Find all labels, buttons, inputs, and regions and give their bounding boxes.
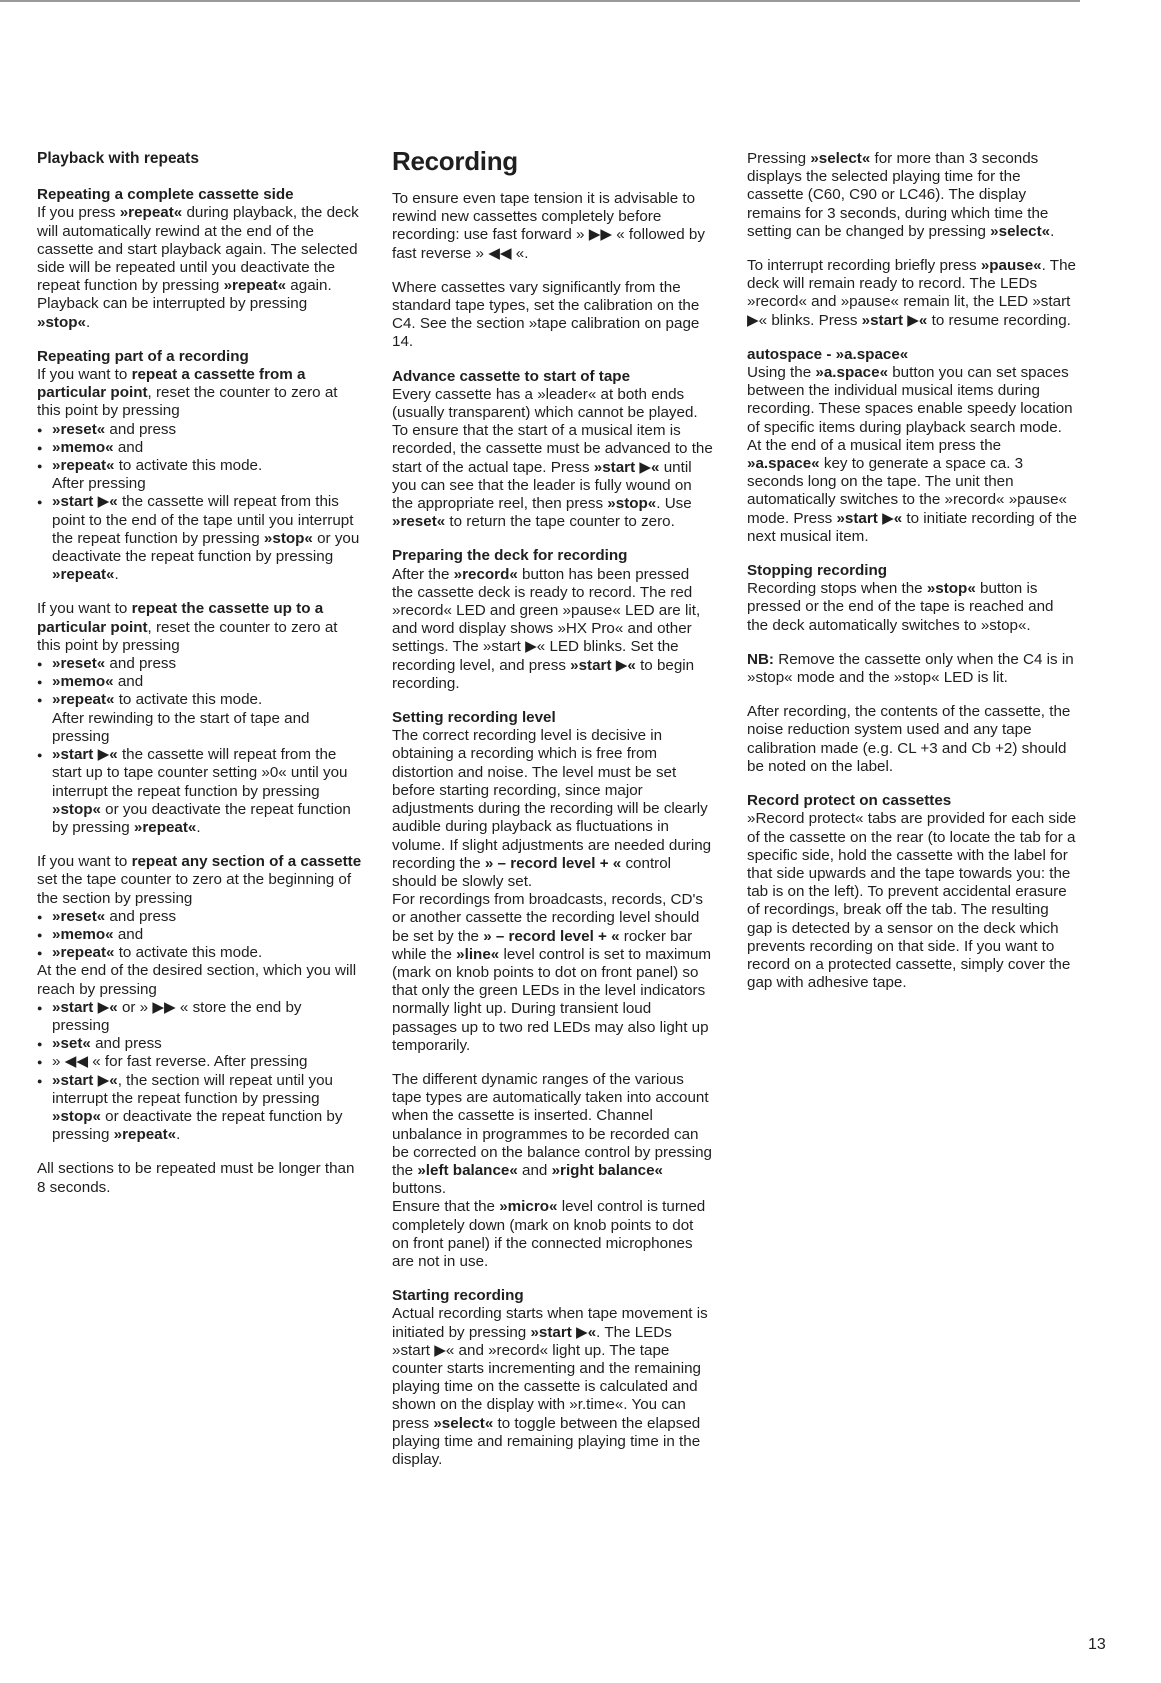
list-note: After rewinding to the start of tape and pressing — [52, 709, 310, 745]
column-recording — [392, 146, 714, 1485]
paragraph: All sections to be repeated must be longer than 8 seconds. — [37, 1160, 355, 1196]
list-item: ● »reset« and press — [37, 908, 362, 926]
list-item: ● »memo« and — [37, 439, 362, 457]
paragraph: Setting recording level The correct recording level is decisive in obtaining a recording which is free from distortion and noise. The level must be set before starting recording, since major adjustments during the recording will be clearly audible during playback as fluctuations in volume. If slight adjustments are needed during recording the » – record level + « control should be slowly set. — [392, 709, 714, 891]
list-item: ● »memo« and — [37, 926, 362, 944]
list-item: ● »repeat« to activate this mode. — [37, 691, 362, 709]
list-note: At the end of the desired section, which you will reach by pressing — [37, 962, 357, 998]
list-item: ● »start ▶« the cassette will repeat from this point to the end of the tape until you interrupt the repeat function by pressing »stop« or you deactivate the repeat function by pressing »repeat«. — [37, 493, 362, 584]
list-item: ● »start ▶« or » ▶▶ « store the end by pressing — [37, 999, 362, 1035]
subheading: Repeating part of a recording — [37, 347, 249, 365]
paragraph: If you want to repeat any section of a cassette set the tape counter to zero at the beginning of the section by pressing — [37, 853, 362, 907]
paragraph: After recording, the contents of the cassette, the noise reduction system used and any tape calibration made (e.g. CL +3 and Cb +2) should be noted on the label. — [747, 703, 1071, 775]
paragraph: Advance cassette to start of tape Every cassette has a »leader« at both ends (usually transparent) which cannot be played. To ensure that the start of a musical item is recorded, the cassette must be advanced to the start of the actual tape. Press »start ▶« until you can see that the leader is fully wound on the appropriate reel, then press »stop«. Use »reset« to return the tape counter to zero. — [392, 367, 713, 531]
list-item: ● »set« and press — [37, 1035, 362, 1053]
paragraph: Where cassettes vary significantly from the standard tape types, set the calibration on the C4. See the section »tape calibration on page 14. — [392, 278, 700, 351]
subheading: Advance cassette to start of tape — [392, 367, 631, 385]
paragraph: autospace - »a.space« Using the »a.space« button you can set spaces between the individual musical items during recording. These spaces enable speedy location of specific items during playback search mode. At the end of a musical item press the »a.space« key to generate a space ca. 3 seconds long on the tape. The unit then automatically switches to the »record« »pause« mode. Press »start ▶« to initiate recording of the next musical item. — [747, 345, 1077, 545]
subheading: Preparing the deck for recording — [392, 547, 628, 565]
paragraph: The different dynamic ranges of the various tape types are automatically taken into account when the cassette is inserted. Channel unbalance in programmes to be recorded can be corrected on the balance control by pressing the »left balance« and »right balance« buttons. — [392, 1070, 712, 1198]
list-item: ● »reset« and press — [37, 655, 362, 673]
subheading: Repeating a complete cassette side — [37, 186, 294, 204]
paragraph: To ensure even tape tension it is advisable to rewind new cassettes completely before recording: use fast forward » ▶▶ « followed by fast reverse » ◀◀ «. — [392, 190, 705, 262]
column-playback-repeats — [37, 150, 362, 1213]
paragraph: Stopping recording Recording stops when the »stop« button is pressed or the end of the tape is reached and the deck automatically switches to »stop«. — [747, 562, 1077, 635]
column-recording-continued — [747, 150, 1077, 1008]
list-note: After pressing — [52, 475, 146, 493]
paragraph: For recordings from broadcasts, records, CD's or another cassette the recording level should be set by the » – record level + « rocker bar while the »line« level control is set to maximum (mark on knob points to dot on front panel) so that only the green LEDs in the level indicators normally light up. During transient loud passages up to two red LEDs may also light up temporarily. — [392, 891, 712, 1054]
paragraph: NB: Remove the cassette only when the C4 is in »stop« mode and the »stop« LED is lit. — [747, 650, 1074, 687]
list-item: ● » ◀◀ « for fast reverse. After pressing — [37, 1053, 362, 1071]
nb-label: NB: — [747, 650, 774, 668]
subheading: Stopping recording — [747, 562, 888, 580]
subheading: Setting recording level — [392, 709, 556, 727]
list-item: ● »memo« and — [37, 673, 362, 691]
list-item: ● »start ▶«, the section will repeat until you interrupt the repeat function by pressing »stop« or deactivate the repeat function by pressing »repeat«. — [37, 1072, 362, 1145]
paragraph: To interrupt recording briefly press »pause«. The deck will remain ready to record. The LEDs »record« and »pause« remain lit, the LED »start ▶« blinks. Press »start ▶« to resume recording. — [747, 257, 1076, 329]
subheading: Starting recording — [392, 1287, 524, 1305]
paragraph: Repeating a complete cassette side If you press »repeat« during playback, the deck will automatically rewind at the end of the cassette and start playback again. The selected side will be repeated until you deactivate the repeat function by pressing »repeat« again. Playback can be interrupted by pressing »stop«. — [37, 186, 362, 332]
paragraph: Ensure that the »micro« level control is turned completely down (mark on knob points to dot on front panel) if the connected microphones are not in use. — [392, 1198, 706, 1270]
subheading: Record protect on cassettes — [747, 792, 952, 810]
page-title: Recording — [392, 146, 518, 176]
list-item: ● »repeat« to activate this mode. — [37, 944, 362, 962]
paragraph: Pressing »select« for more than 3 seconds displays the selected playing time for the cassette (C60, C90 or LC46). The display remains for 3 seconds, during which time the setting can be changed by pressing »select«. — [747, 150, 1055, 240]
paragraph: Starting recording Actual recording starts when tape movement is initiated by pressing »start ▶«. The LEDs »start ▶« and »record« light up. The tape counter starts incrementing and the remaining playing time on the cassette is calculated and shown on the display with »r.time«. You can press »select« to toggle between the elapsed playing time and remaining playing time in the display. — [392, 1287, 714, 1469]
list-item: ● »repeat« to activate this mode. — [37, 457, 362, 475]
paragraph: Record protect on cassettes »Record protect« tabs are provided for each side of the cassette on the rear (to locate the tab for a specific side, hold the cassette with the label for that side upwards and the tape towards you: the tab is on the left). To prevent accidental erasure of recordings, break off the tab. The resulting gap is detected by a sensor on the deck which prevents recording on that side. If you want to record on a protected cassette, simply cover the gap with adhesive tape. — [747, 792, 1077, 992]
paragraph: If you want to repeat the cassette up to a particular point, reset the counter to zero at this point by pressing — [37, 600, 338, 654]
paragraph: Repeating part of a recording If you want to repeat a cassette from a particular point, reset the counter to zero at this point by pressing — [37, 348, 362, 421]
section-heading: Playback with repeats — [37, 150, 199, 167]
paragraph: Preparing the deck for recording After the »record« button has been pressed the cassette deck is ready to record. The red »record« LED and green »pause« LED are lit, and word display shows »HX Pro« and other settings. The »start ▶« LED blinks. Set the recording level, and press »start ▶« to begin recording. — [392, 547, 714, 693]
list-item: ● »reset« and press — [37, 421, 362, 439]
list-item: ● »start ▶« the cassette will repeat from the start up to tape counter setting »0« until you interrupt the repeat function by pressing »stop« or you deactivate the repeat function by pressing »repeat«. — [37, 746, 362, 837]
page-number: 13 — [1088, 1636, 1106, 1653]
top-rule — [0, 0, 1080, 2]
subheading: autospace - »a.space« — [747, 345, 909, 363]
